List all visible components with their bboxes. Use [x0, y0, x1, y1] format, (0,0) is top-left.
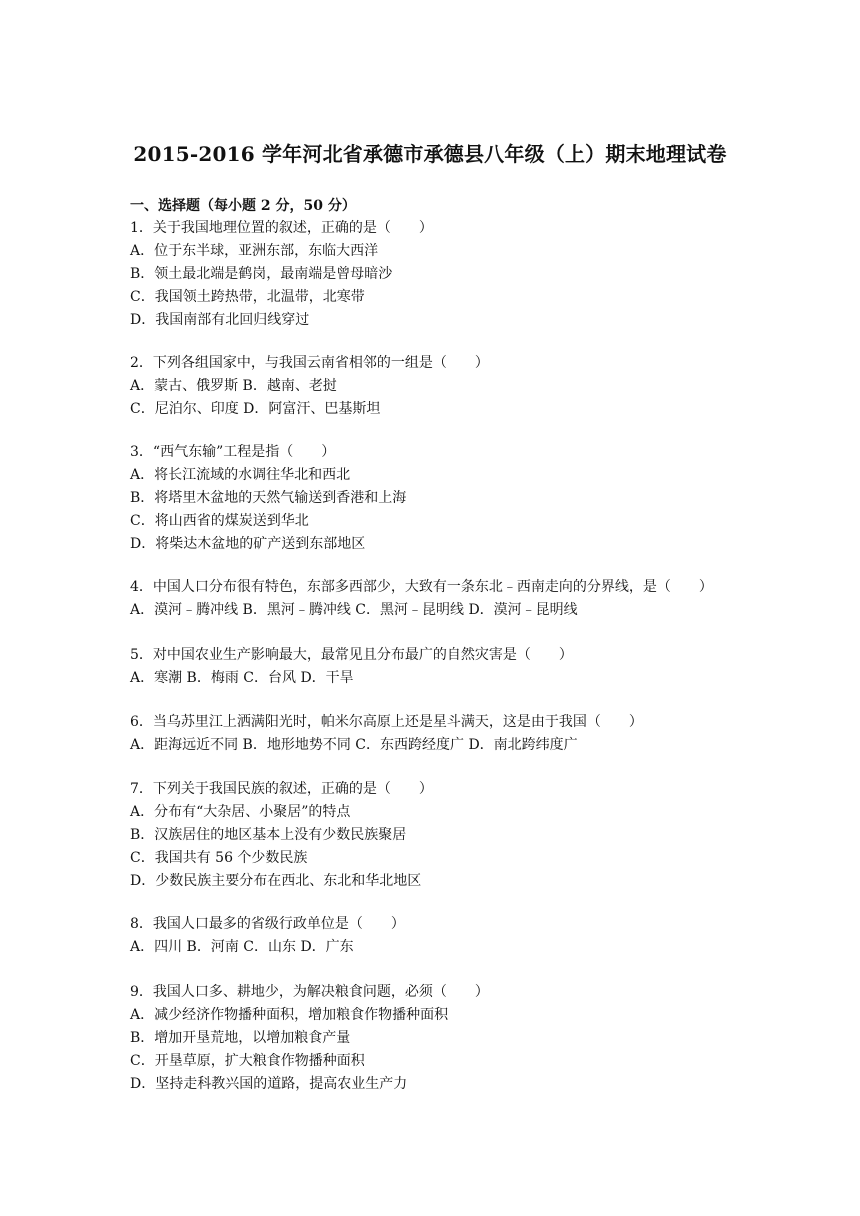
section-heading: 一、选择题（每小题 2 分，50 分） [130, 198, 356, 214]
question-6 [130, 711, 770, 757]
option-a: A．位于东半球，亚洲东部，东临大西洋 [130, 243, 379, 259]
question-stem: 3．“西气东输”工程是指（ ） [130, 444, 336, 460]
question-stem: 5．对中国农业生产影响最大，最常见且分布最广的自然灾害是（ ） [130, 647, 573, 663]
exam-title: 2015-2016 学年河北省承德市承德县八年级（上）期末地理试卷 [133, 142, 727, 166]
option-c: C．开垦草原，扩大粮食作物播种面积 [130, 1053, 365, 1069]
option-a: A．将长江流域的水调往华北和西北 [130, 467, 351, 483]
question-4 [130, 576, 770, 622]
question-3 [130, 441, 770, 556]
option-a: A．分布有“大杂居、小聚居”的特点 [130, 804, 351, 820]
options-row: A．寒潮 B．梅雨 C．台风 D．干旱 [130, 670, 354, 686]
question-9 [130, 981, 770, 1096]
option-b: B．增加开垦荒地，以增加粮食产量 [130, 1030, 351, 1046]
option-d: D．将柴达木盆地的矿产送到东部地区 [130, 536, 366, 552]
option-a: A．减少经济作物播种面积，增加粮食作物播种面积 [130, 1007, 449, 1023]
options-row: A．四川 B．河南 C．山东 D．广东 [130, 939, 354, 955]
question-stem: 2．下列各组国家中，与我国云南省相邻的一组是（ ） [130, 355, 489, 371]
option-c: C．我国领土跨热带，北温带，北寒带 [130, 289, 365, 305]
question-stem: 1．关于我国地理位置的叙述，正确的是（ ） [130, 220, 433, 236]
option-d: D．我国南部有北回归线穿过 [130, 312, 310, 328]
option-c: C．我国共有 56 个少数民族 [130, 850, 308, 866]
question-1 [130, 217, 770, 332]
question-stem: 8．我国人口最多的省级行政单位是（ ） [130, 916, 405, 932]
question-8 [130, 913, 770, 959]
option-ab: A．蒙古、俄罗斯 B．越南、老挝 [130, 378, 337, 394]
question-2 [130, 352, 770, 421]
option-b: B．将塔里木盆地的天然气输送到香港和上海 [130, 490, 407, 506]
option-d: D．少数民族主要分布在西北、东北和华北地区 [130, 873, 422, 889]
options-row: A．漠河﹣腾冲线 B．黑河﹣腾冲线 C．黑河﹣昆明线 D．漠河﹣昆明线 [130, 602, 578, 618]
option-b: B．汉族居住的地区基本上没有少数民族聚居 [130, 827, 407, 843]
question-stem: 9．我国人口多、耕地少，为解决粮食问题，必须（ ） [130, 984, 489, 1000]
option-b: B．领土最北端是鹤岗，最南端是曾母暗沙 [130, 266, 393, 282]
question-stem: 6．当乌苏里江上洒满阳光时，帕米尔高原上还是星斗满天，这是由于我国（ ） [130, 714, 643, 730]
question-5 [130, 644, 770, 690]
option-d: D．坚持走科教兴国的道路，提高农业生产力 [130, 1076, 408, 1092]
option-cd: C．尼泊尔、印度 D．阿富汗、巴基斯坦 [130, 401, 381, 417]
options-row: A．距海远近不同 B．地形地势不同 C．东西跨经度广 D．南北跨纬度广 [130, 737, 578, 753]
question-stem: 4．中国人口分布很有特色，东部多西部少，大致有一条东北﹣西南走向的分界线，是（ ） [130, 579, 713, 595]
question-stem: 7．下列关于我国民族的叙述，正确的是（ ） [130, 781, 433, 797]
option-c: C．将山西省的煤炭送到华北 [130, 513, 309, 529]
question-7 [130, 778, 770, 893]
